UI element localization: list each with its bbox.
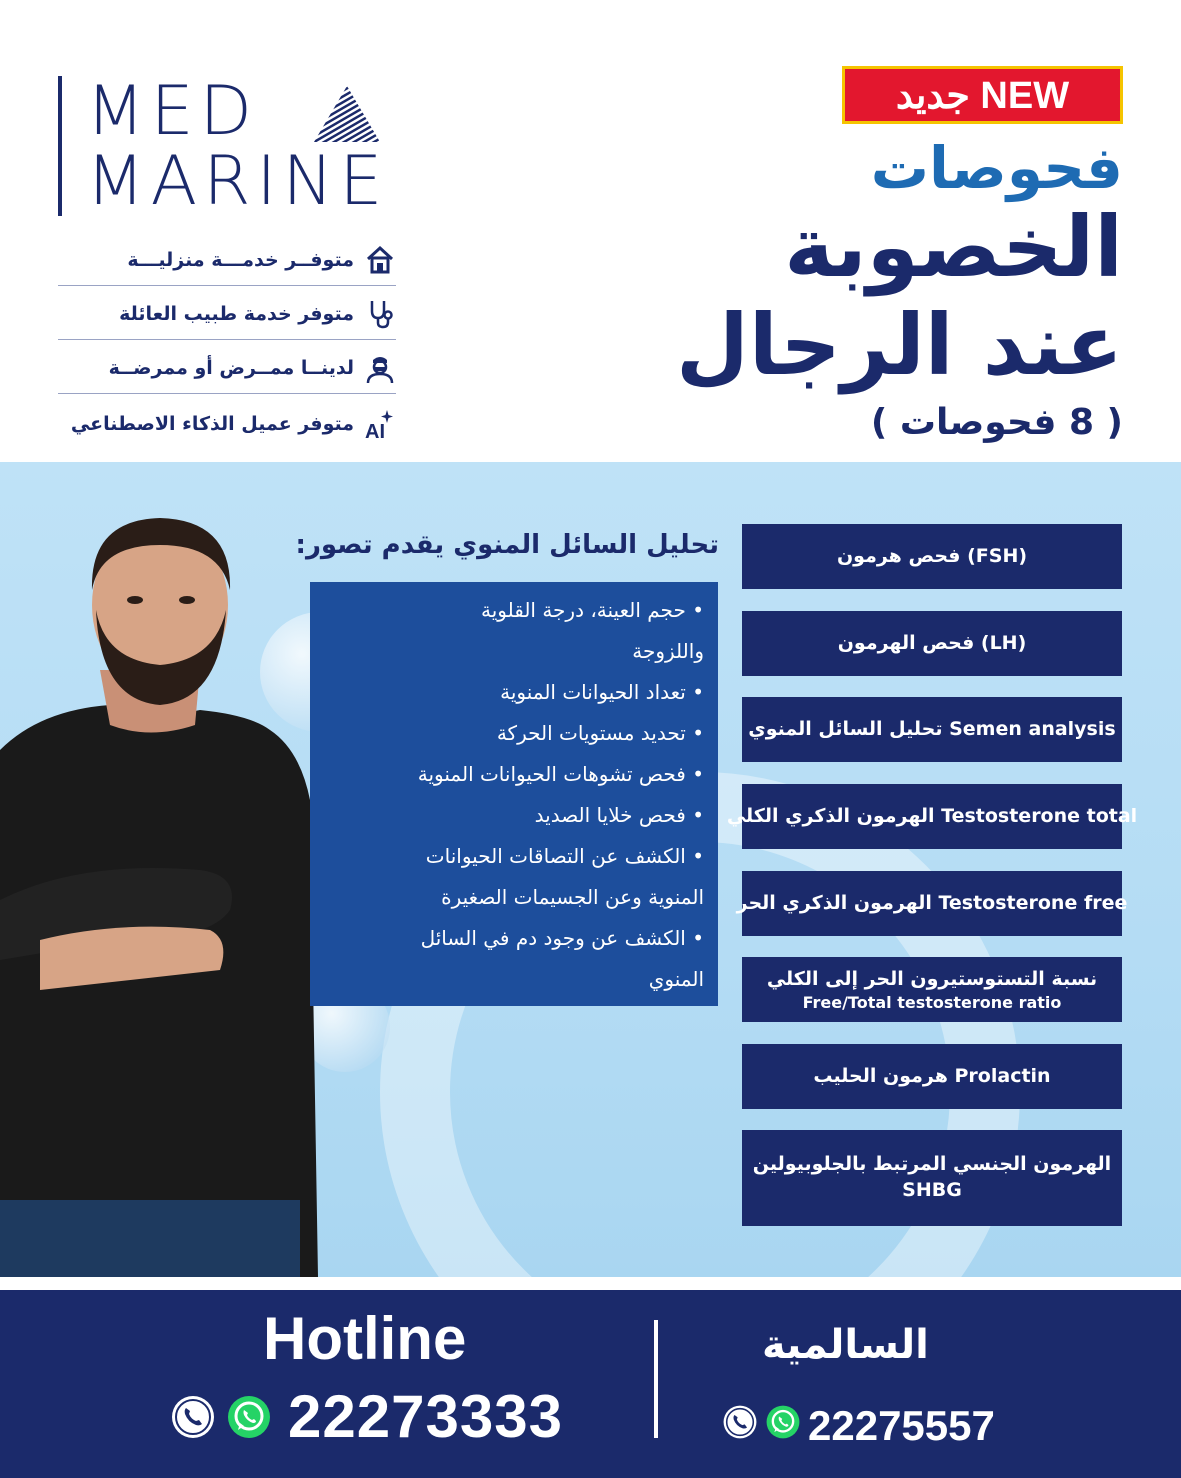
- test-item-fsh: [742, 524, 1122, 589]
- test-sublabel: Free/Total testosterone ratio: [802, 992, 1062, 1012]
- test-item-testosterone-total: [726, 784, 1138, 849]
- stethoscope-icon: [364, 298, 396, 330]
- phone-icon: [170, 1394, 216, 1440]
- test-item-testosterone-ratio: [742, 957, 1122, 1022]
- headline-line-3: عند الرجال: [676, 296, 1123, 394]
- list-item: • تحديد مستويات الحركة: [496, 721, 704, 745]
- list-item: المنوي: [648, 967, 704, 991]
- logo-bar: [58, 76, 62, 216]
- semen-analysis-box: [310, 582, 718, 1006]
- svg-text:AI: AI: [365, 421, 385, 440]
- test-label: الهرمون الجنسي المرتبط بالجلوبيولين: [752, 1153, 1112, 1176]
- list-item: • الكشف عن التصاقات الحيوانات: [425, 844, 704, 868]
- semen-analysis-title: تحليل السائل المنوي يقدم تصور:: [295, 530, 719, 560]
- test-sublabel: SHBG: [902, 1179, 962, 1201]
- test-label: فحص الهرمون (LH): [837, 631, 1027, 654]
- test-item-testosterone-free: [736, 871, 1128, 936]
- test-label: نسبة التستوستيرون الحر إلى الكلي: [766, 968, 1098, 991]
- list-item: المنوية وعن الجسيمات الصغيرة: [441, 885, 704, 909]
- man-photo: [0, 500, 320, 1277]
- test-item-lh: [742, 611, 1122, 676]
- service-label: متوفر عميل الذكاء الاصطناعي: [70, 413, 354, 435]
- service-home: [58, 234, 396, 286]
- hotline-label: Hotline: [263, 1305, 467, 1372]
- test-item-shbg: [742, 1130, 1122, 1226]
- headline-count: ( 8 فحوصات ): [870, 402, 1123, 443]
- logo-line-2: MARINE: [86, 142, 389, 221]
- brand-logo: [58, 72, 403, 221]
- test-label: فحص هرمون (FSH): [836, 544, 1028, 567]
- test-label: الهرمون الذكري الحر Testosterone free: [736, 891, 1128, 914]
- logo-triangle-icon: [312, 84, 382, 144]
- service-ai-agent: [58, 398, 396, 450]
- headline-line-1: فحوصات: [870, 134, 1123, 202]
- service-label: متوفــر خدمـــة منزليـــة: [127, 248, 354, 271]
- new-badge-label: جديد NEW: [895, 74, 1070, 117]
- test-label: هرمون الحليب Prolactin: [813, 1064, 1051, 1087]
- branch-label: السالمية: [762, 1322, 929, 1368]
- service-label: متوفر خدمة طبيب العائلة: [119, 302, 354, 325]
- home-icon: [364, 244, 396, 276]
- new-badge: [842, 66, 1123, 124]
- test-label: تحليل السائل المنوي Semen analysis: [748, 717, 1116, 740]
- nurse-icon: [364, 352, 396, 384]
- hotline-number[interactable]: 22273333: [288, 1383, 563, 1450]
- list-item: واللزوجة: [632, 639, 704, 663]
- list-item: • فحص خلايا الصديد: [534, 803, 704, 827]
- test-item-prolactin: [742, 1044, 1122, 1109]
- whatsapp-icon: [226, 1394, 272, 1440]
- test-label: الهرمون الذكري الكلي Testosterone total: [726, 804, 1138, 827]
- list-item: • فحص تشوهات الحيوانات المنوية: [417, 762, 704, 786]
- footer-divider: [654, 1320, 658, 1438]
- branch-number[interactable]: 22275557: [808, 1402, 995, 1449]
- list-item: • تعداد الحيوانات المنوية: [500, 680, 704, 704]
- list-item: • حجم العينة، درجة القلوية: [480, 598, 704, 622]
- footer: [0, 1290, 1181, 1478]
- test-item-semen-analysis: [742, 697, 1122, 762]
- list-item: • الكشف عن وجود دم في السائل: [420, 926, 704, 950]
- phone-icon: [722, 1404, 758, 1440]
- service-label: لدينــا ممــرض أو ممرضــة: [108, 356, 354, 379]
- service-nurse: [58, 342, 396, 394]
- logo-line-1: MED: [86, 72, 258, 151]
- semen-analysis-list: [318, 590, 704, 1000]
- whatsapp-icon: [765, 1404, 801, 1440]
- service-family-doctor: [58, 288, 396, 340]
- headline-line-2: الخصوبة: [784, 198, 1123, 296]
- ai-icon: [364, 408, 396, 440]
